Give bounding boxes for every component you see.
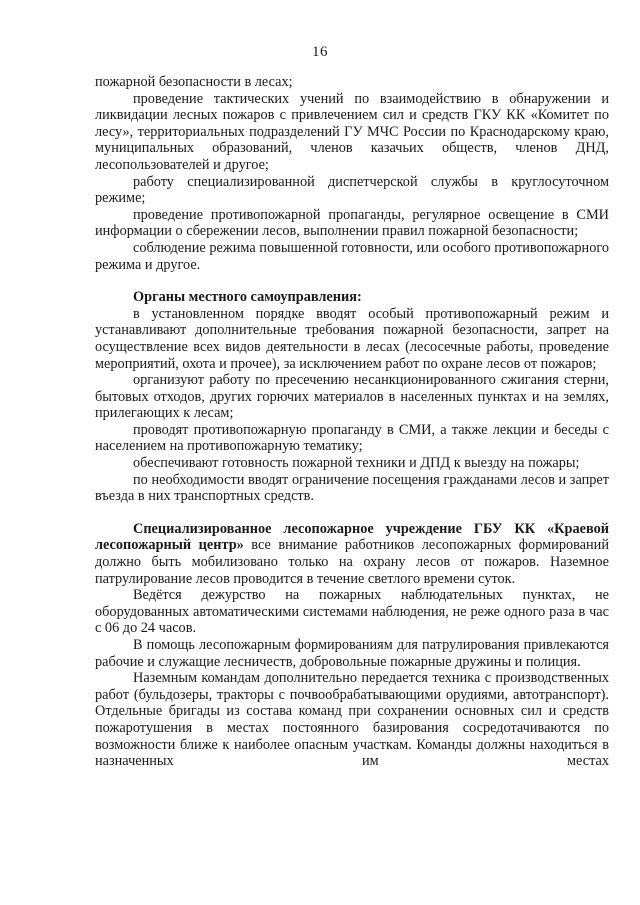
paragraph-media-propaganda: проводят противопожарную пропаганду в СМИ, а также лекции и беседы с населением на противопожарную тематику; [95, 421, 609, 455]
spacer [95, 505, 609, 521]
forest-fire-center-text: все внимание работников лесопожарных формирований должно быть мобилизовано только на охрану лесов от пожаров. Наземное патрулирование лесов проводится в течение светлого времени суток. [95, 537, 609, 587]
paragraph-patrol-assistance: В помощь лесопожарным формированиям для патрулирования привлекаются рабочие и служащие лесничеств, добровольные пожарные дружины и полиция. [95, 637, 609, 670]
heading-local-government: Органы местного самоуправления: [133, 289, 362, 306]
paragraph-forest-access-restriction: по необходимости вводят ограничение посещения гражданами лесов и запрет въезда в них транспортных средств. [95, 471, 609, 505]
paragraph-tactical-exercises: проведение тактических учений по взаимодействию в обнаружении и ликвидации лесных пожаров с привлечением сил и средств ГКУ КК «Комитет по лесу», территориальных подразделений ГУ МЧС России по Краснодарскому краю, муниципальных образований, членов казачьих обществ, членов ДНД, лесопользователей и другое; [95, 90, 609, 173]
paragraph-readiness-regime: соблюдение режима повышенной готовности, или особого противопожарного режима и другое. [95, 239, 609, 273]
paragraph-forest-fire-center [95, 521, 609, 587]
spacer [95, 273, 609, 289]
paragraph-dispatch-service: работу специализированной диспетчерской службы в круглосуточном режиме; [95, 173, 609, 207]
page-content [95, 74, 609, 770]
paragraph-stubble-burning: организуют работу по пресечению несанкционированного сжигания стерни, бытовых отходов, других горючих материалов в населенных пунктах и на землях, прилегающих к лесам; [95, 372, 609, 422]
paragraph-fire-propaganda: проведение противопожарной пропаганды, регулярное освещение в СМИ информации о сбережении лесов, выполнении правил пожарной безопасности; [95, 206, 609, 240]
paragraph-fire-safety-forests: пожарной безопасности в лесах; [95, 74, 293, 90]
paragraph-observation-duty: Ведётся дежурство на пожарных наблюдательных пунктах, не оборудованных автоматическими системами наблюдения, не реже одного раза в час с 06 до 24 часов. [95, 587, 609, 637]
page-number: 16 [312, 44, 328, 60]
paragraph-ground-teams: Наземным командам дополнительно передается техника с производственных работ (бульдозеры, тракторы с почвообрабатывающими орудиями, автотранспорт). Отдельные бригады из состава команд при сохранении основных сил и средств пожаротушения в местах постоянного базирования сосредотачиваются по возможности ближе к наиболее опасным участкам. Команды должны находиться в назначенных им местах [95, 670, 609, 770]
forest-fire-center-name: Специализированное лесопожарное учреждение ГБУ КК «Краевой лесопожарный центр» [95, 520, 609, 554]
paragraph-special-regime: в установленном порядке вводят особый противопожарный режим и устанавливают дополнительные требования пожарной безопасности, запрет на осуществление всех видов деятельности в лесах (лесосечные работы, проведение мероприятий, охота и прочее), за исключением работ по охране лесов от пожаров; [95, 305, 609, 372]
paragraph-equipment-readiness: обеспечивают готовность пожарной техники и ДПД к выезду на пожары; [133, 455, 580, 472]
